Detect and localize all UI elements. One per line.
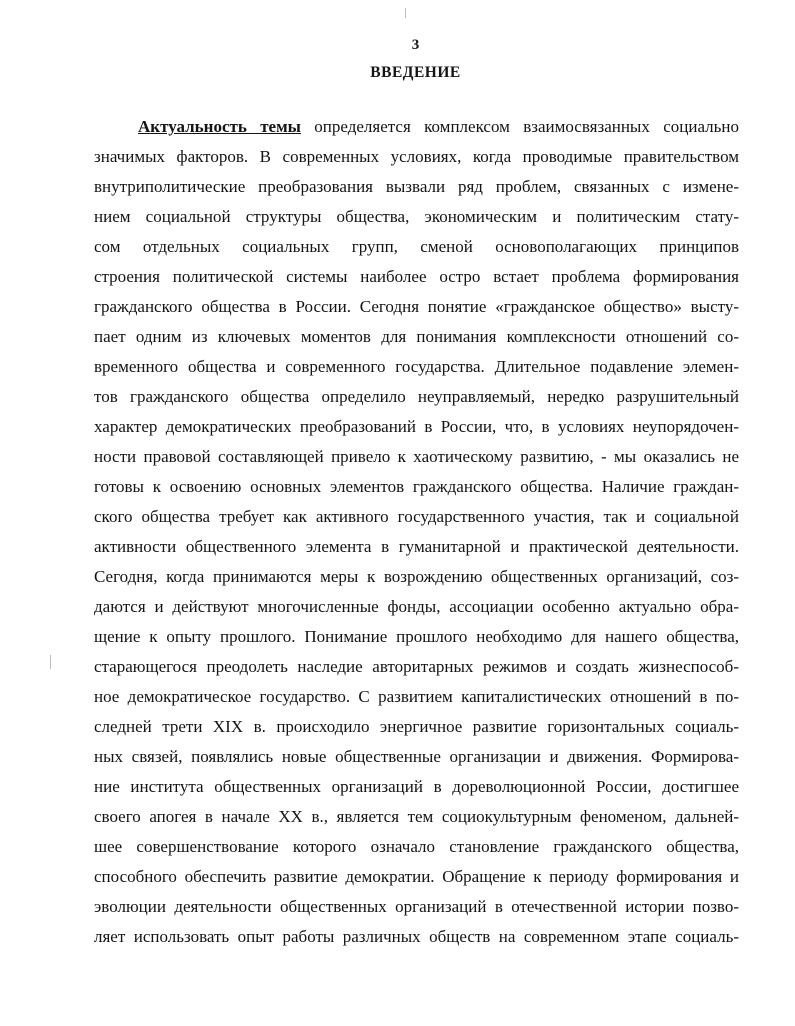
paragraph-line — [94, 112, 739, 142]
paragraph-line: ности правовой составляющей привело к хаотическому развитию, - мы оказались не — [94, 447, 739, 466]
section-heading: ВВЕДЕНИЕ — [370, 64, 461, 81]
first-line-text: определяется комплексом взаимосвязанных социально — [300, 117, 739, 136]
paragraph-line: ных связей, появлялись новые общественные организации и движения. Формирова- — [94, 747, 739, 766]
paragraph-line: нием социальной структуры общества, экономическим и политическим стату- — [94, 207, 739, 226]
topic-term: Актуальность темы — [138, 117, 301, 136]
paragraph-line: следней трети XIX в. происходило энергичное развитие горизонтальных социаль- — [94, 717, 739, 736]
paragraph-line: старающегося преодолеть наследие авторитарных режимов и создать жизнеспособ- — [94, 657, 739, 676]
body-paragraph — [94, 112, 739, 952]
scan-margin-mark — [50, 655, 51, 669]
paragraph-line: сом отдельных социальных групп, сменой основополагающих принципов — [94, 237, 739, 256]
paragraph-line: щение к опыту прошлого. Понимание прошлого необходимо для нашего общества, — [94, 627, 739, 646]
paragraph-line: способного обеспечить развитие демократии. Обращение к периоду формирования и — [94, 867, 739, 886]
paragraph-line: ное демократическое государство. С развитием капиталистических отношений в по- — [94, 687, 739, 706]
paragraph-line: характер демократических преобразований в России, что, в условиях неупорядочен- — [94, 417, 739, 436]
paragraph-line: гражданского общества в России. Сегодня понятие «гражданское общество» высту- — [94, 297, 739, 316]
paragraph-line: пает одним из ключевых моментов для понимания комплексности отношений со- — [94, 327, 739, 346]
paragraph-line: временного общества и современного государства. Длительное подавление элемен- — [94, 357, 739, 376]
paragraph-line: готовы к освоению основных элементов гражданского общества. Наличие граждан- — [94, 477, 739, 496]
paragraph-line: строения политической системы наиболее остро встает проблема формирования — [94, 267, 739, 286]
paragraph-line: ние института общественных организаций в дореволюционной России, достигшее — [94, 777, 739, 796]
paragraph-line: ского общества требует как активного государственного участия, так и социальной — [94, 507, 739, 526]
paragraph-line: эволюции деятельности общественных организаций в отечественной истории позво- — [94, 897, 739, 916]
paragraph-line: тов гражданского общества определило неуправляемый, нередко разрушительный — [94, 387, 739, 406]
paragraph-line: значимых факторов. В современных условиях, когда проводимые правительством — [94, 147, 739, 166]
paragraph-line: активности общественного элемента в гуманитарной и практической деятельности. — [94, 537, 739, 556]
scan-margin-mark — [405, 8, 406, 18]
paragraph-line: своего апогея в начале XX в., является тем социокультурным феноменом, дальней- — [94, 807, 739, 826]
page-number: 3 — [411, 37, 420, 53]
paragraph-line: Сегодня, когда принимаются меры к возрождению общественных организаций, соз- — [94, 567, 739, 586]
paragraph-line: ляет использовать опыт работы различных обществ на современном этапе социаль- — [94, 927, 739, 946]
paragraph-line: даются и действуют многочисленные фонды, ассоциации особенно актуально обра- — [94, 597, 739, 616]
paragraph-line: шее совершенствование которого означало становление гражданского общества, — [94, 837, 739, 856]
paragraph-line: внутриполитические преобразования вызвали ряд проблем, связанных с измене- — [94, 177, 739, 196]
